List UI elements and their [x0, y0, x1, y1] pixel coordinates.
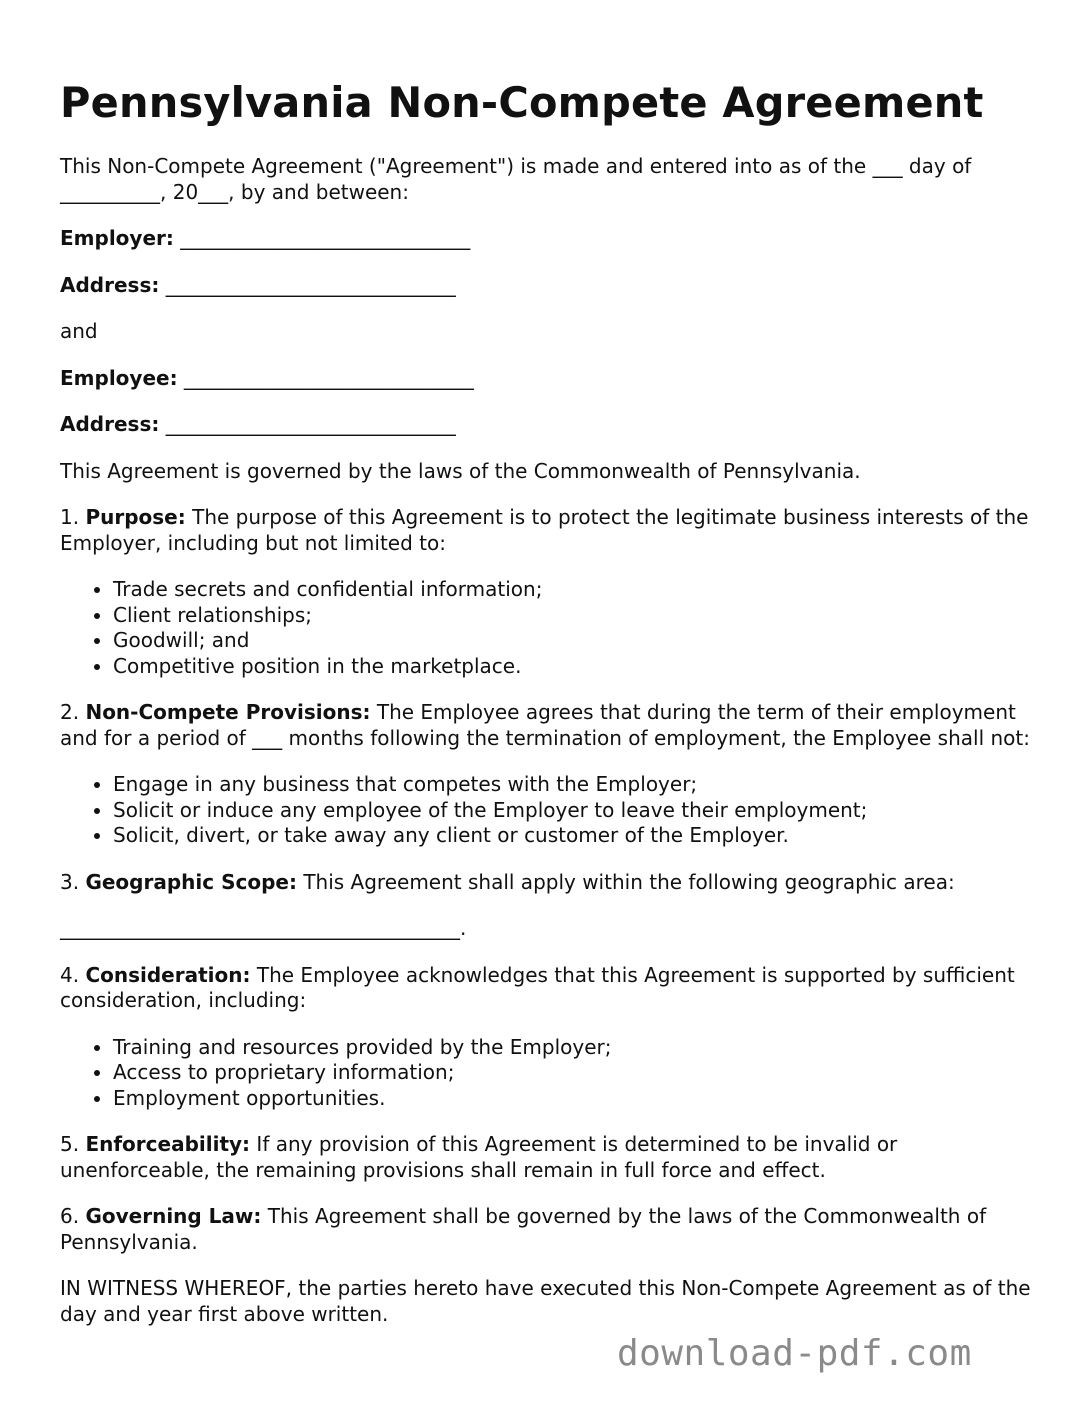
- section-geographic-number: 3.: [60, 869, 86, 894]
- section-geographic: [60, 870, 1035, 896]
- consideration-list: [60, 1035, 1035, 1112]
- list-item: • Goodwill; and: [113, 628, 1035, 654]
- geographic-area-blank: ________________________________________.: [60, 916, 467, 940]
- list-item: • Client relationships;: [113, 603, 1035, 629]
- employer-address-field: [60, 273, 1035, 299]
- section-consideration: [60, 963, 1035, 1014]
- section-purpose: [60, 505, 1035, 556]
- document-title: Pennsylvania Non-Compete Agreement: [60, 78, 984, 127]
- list-item: • Solicit or induce any employee of the Employer to leave their employment;: [113, 798, 1035, 824]
- employee-field: [60, 366, 1035, 392]
- employer-blank: _____________________________: [173, 226, 471, 250]
- section-governing-law-number: 6.: [60, 1204, 86, 1228]
- list-item: • Engage in any business that competes with the Employer;: [113, 772, 1035, 798]
- section-consideration-heading: Consideration:: [85, 962, 251, 987]
- section-governing-law-heading: Governing Law:: [85, 1204, 262, 1228]
- employee-address-field: [60, 412, 1035, 438]
- section-consideration-text: The Employee acknowledges that this Agreement is supported by sufficient consideration, including:: [60, 962, 1015, 1012]
- employee-blank: _____________________________: [177, 365, 474, 390]
- list-item: • Solicit, divert, or take away any client or customer of the Employer.: [113, 823, 1035, 849]
- section-consideration-number: 4.: [60, 962, 86, 987]
- section-enforceability-heading: Enforceability:: [85, 1132, 251, 1156]
- list-item: • Competitive position in the marketplace.: [113, 654, 1035, 680]
- employee-address-label: Address:: [60, 412, 160, 436]
- watermark: download-pdf.com: [617, 1333, 972, 1374]
- section-non-compete-text: The Employee agrees that during the term of their employment and for a period of ___ months following the termination of employment, the Employee shall not:: [60, 700, 1030, 750]
- section-enforceability-text: If any provision of this Agreement is determined to be invalid or unenforceable, the remaining provisions shall remain in full force and effect.: [60, 1132, 898, 1182]
- document-page: [60, 78, 1035, 1348]
- employee-address-blank: _____________________________: [159, 412, 456, 436]
- employer-field: [60, 226, 1035, 252]
- section-non-compete-number: 2.: [60, 700, 86, 724]
- section-purpose-heading: Purpose:: [85, 505, 186, 529]
- section-geographic-heading: Geographic Scope:: [85, 869, 297, 894]
- intro-paragraph: This Non-Compete Agreement ("Agreement") is made and entered into as of the ___ day of __________, 20___, by and between:: [60, 154, 972, 204]
- list-item: • Trade secrets and confidential information;: [113, 577, 1035, 603]
- section-non-compete: [60, 700, 1035, 751]
- and-text: and: [60, 319, 98, 343]
- section-enforceability-number: 5.: [60, 1132, 86, 1156]
- list-item: • Access to proprietary information;: [113, 1060, 1035, 1086]
- governed-statement: This Agreement is governed by the laws of the Commonwealth of Pennsylvania.: [60, 458, 861, 483]
- employee-label: Employee:: [60, 365, 178, 390]
- witness-paragraph: IN WITNESS WHEREOF, the parties hereto have executed this Non-Compete Agreement as of the day and year first above written.: [60, 1276, 1031, 1326]
- employer-address-blank: _____________________________: [159, 272, 456, 297]
- employer-address-label: Address:: [60, 272, 160, 297]
- non-compete-list: [60, 772, 1035, 849]
- section-purpose-text: The purpose of this Agreement is to protect the legitimate business interests of the Employer, including but not limited to:: [60, 505, 1029, 555]
- list-item: • Employment opportunities.: [113, 1086, 1035, 1112]
- purpose-list: [60, 577, 1035, 679]
- section-governing-law: [60, 1204, 1035, 1255]
- employer-label: Employer:: [60, 226, 174, 250]
- section-geographic-text: This Agreement shall apply within the following geographic area:: [296, 869, 955, 894]
- section-non-compete-heading: Non-Compete Provisions:: [85, 700, 371, 724]
- list-item: • Training and resources provided by the Employer;: [113, 1035, 1035, 1061]
- section-purpose-number: 1.: [60, 505, 86, 529]
- section-governing-law-text: This Agreement shall be governed by the laws of the Commonwealth of Pennsylvania.: [60, 1204, 987, 1254]
- section-enforceability: [60, 1132, 1035, 1183]
